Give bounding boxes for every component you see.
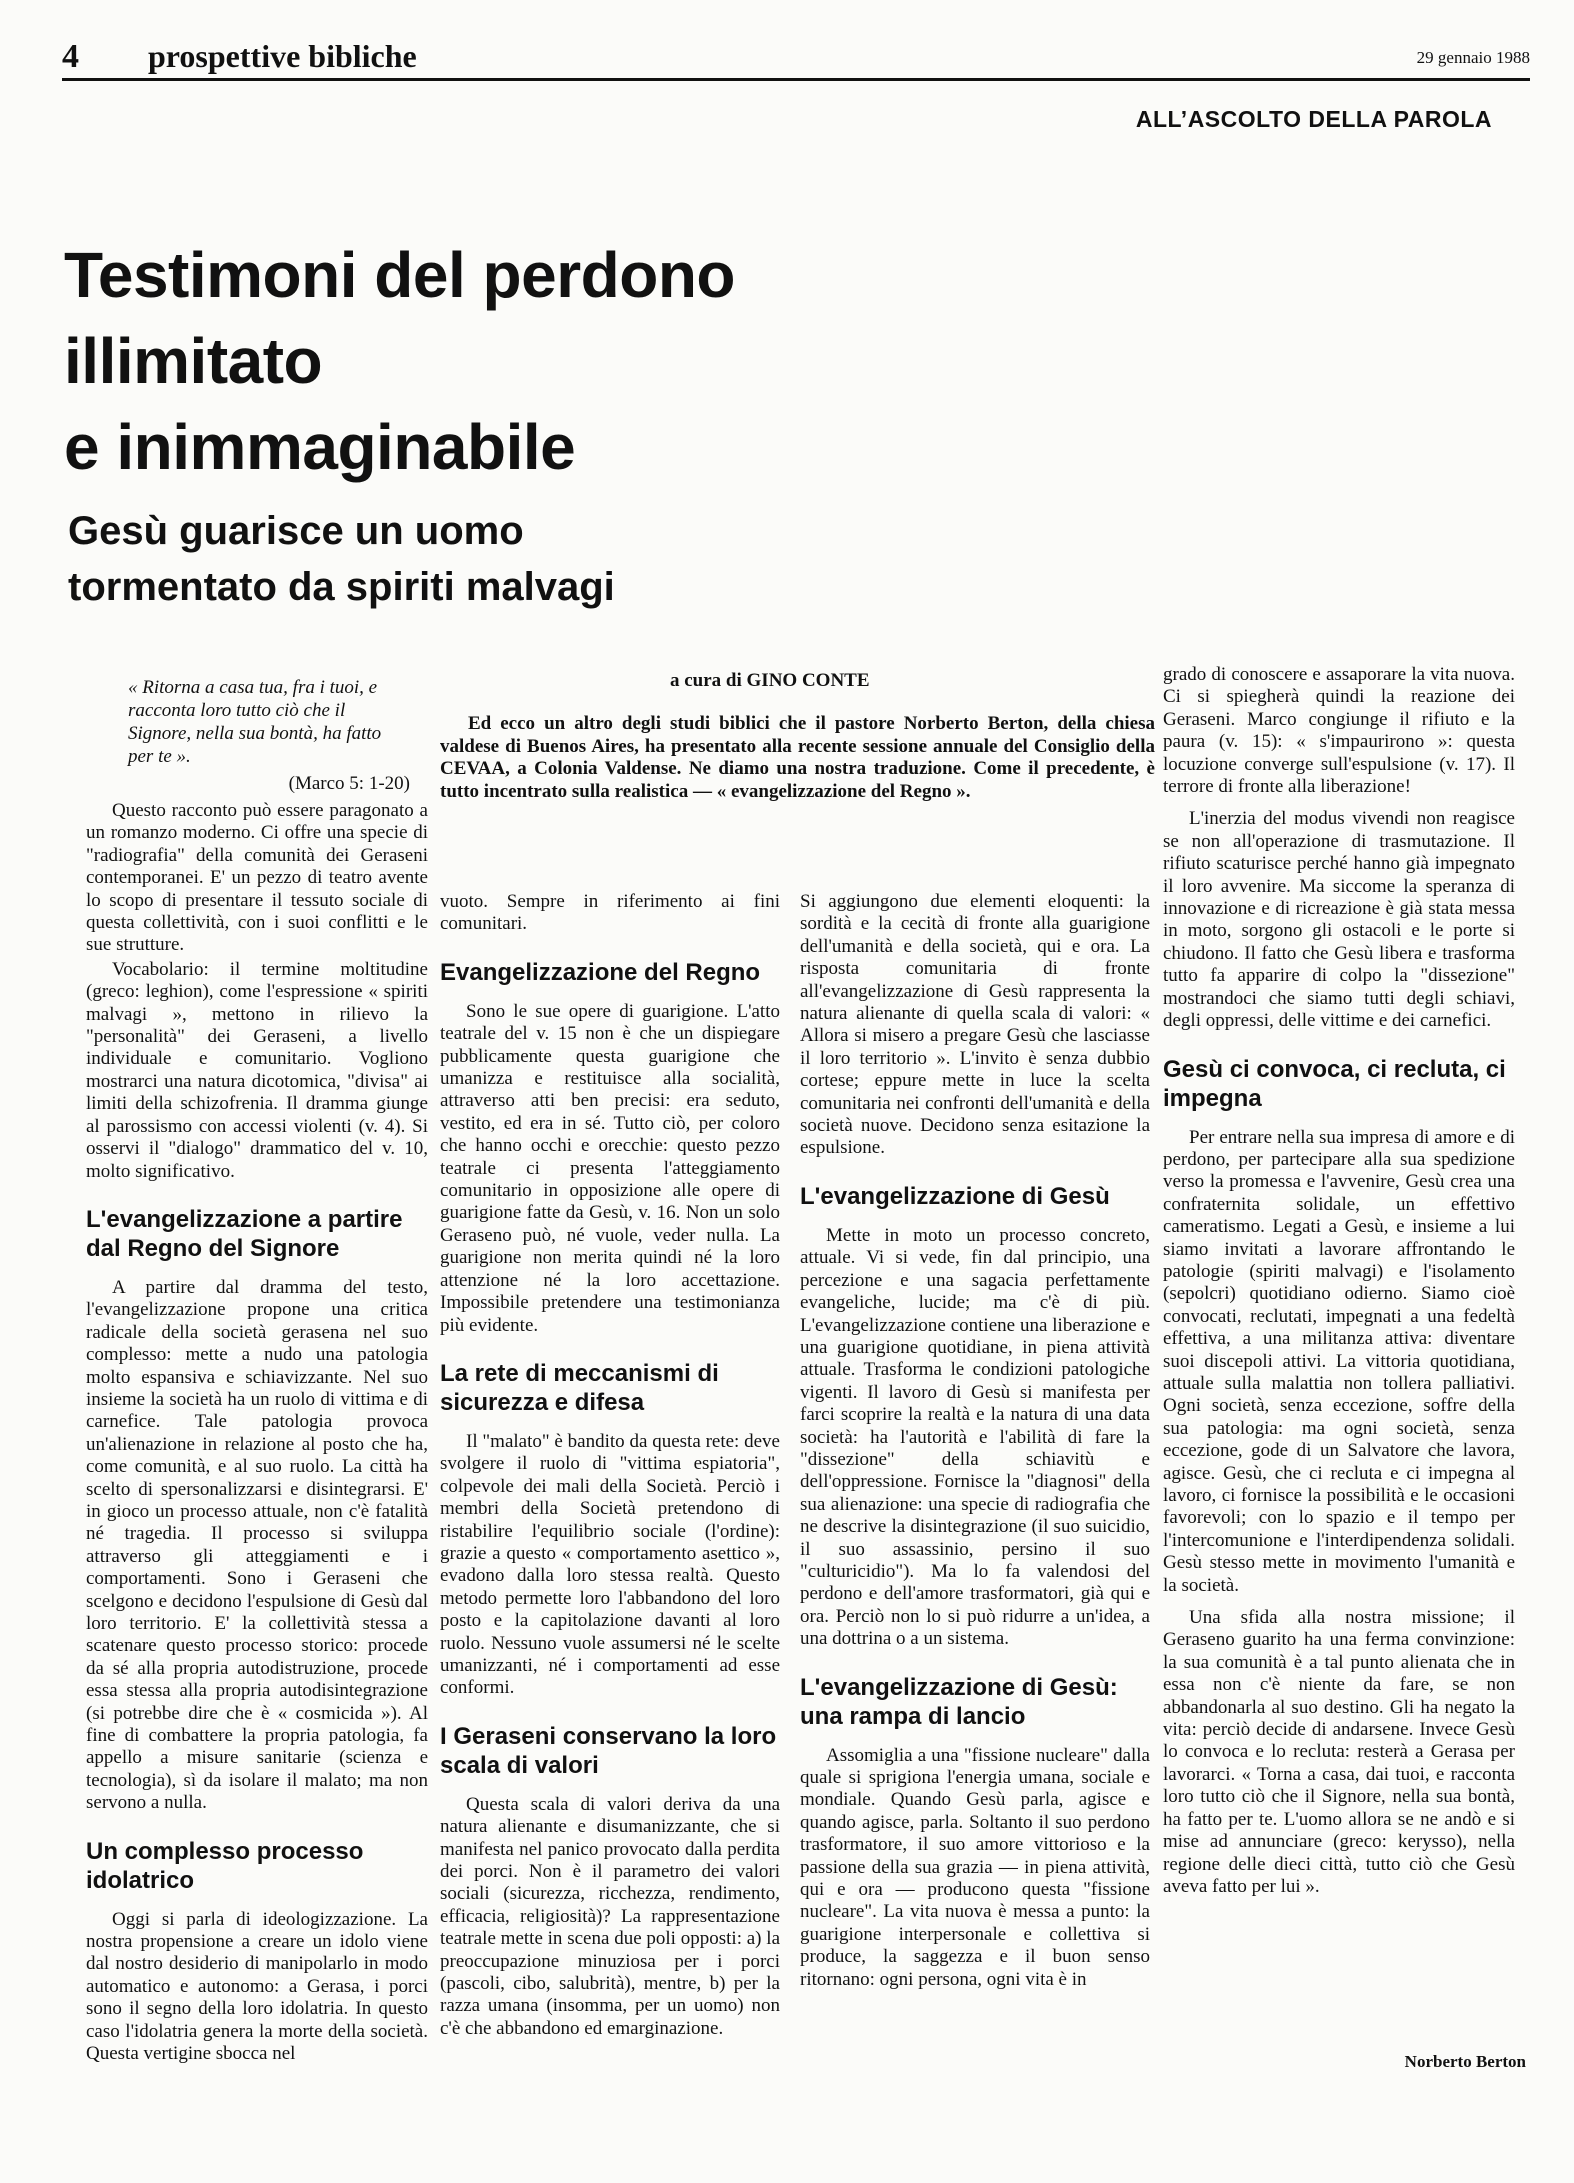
section-heading: L'evangelizzazione di Gesù [800,1182,1110,1210]
paragraph: Il "malato" è bandito da questa rete: deve svolgere il ruolo di "vittima espiatoria", colpevole dei mali della Società. Perciò i membri della Società pretendono di ristabilire l'equilibrio sociale (l'ordine): grazie a questo « comportamento asettico », evadono dalla loro stessa realtà. Questo metodo permette loro l'abbandono del loro posto e la capitolazione davanti al loro ruolo. Nessuno vuole assumersi né le scelte umanizzanti, né i comportamenti ad esse conformi. [440,1430,780,1699]
subheadline-line: Gesù guarisce un uomo [68,509,524,553]
subheadline [68,503,828,615]
intro-paragraph: Ed ecco un altro degli studi biblici che il pastore Norberto Berton, della chiesa valdese di Buenos Aires, ha presentato alla recente sessione annuale del Consiglio della CEVAA, a Colonia Valdense. Ne diamo una nostra traduzione. Come il precedente, è tutto incentrato sulla realistica — « evangelizzazione del Regno ». [440,713,1155,802]
paragraph: vuoto. Sempre in riferimento ai fini comunitari. [440,891,780,935]
paragraph: Assomiglia a una "fissione nucleare" dalla quale si sprigiona l'energia umana, sociale e mondiale. Quando Gesù parla, agisce e quando agisce, parla. Soltanto il suo perdono trasformatore, il suo amore vittorioso e la passione della sua grazia — in piena attività, qui e ora — producono questa "fissione nucleare". La vita nuova è messa a punto: la guarigione interpersonale e collettiva si produce, la saggezza e il buon senso ritornano: ogni persona, ogni vita è in [800,1744,1150,1990]
publication-name: prospettive bibliche [148,38,417,74]
issue-date: 29 gennaio 1988 [1416,48,1530,67]
author-signature: Norberto Berton [1404,2052,1526,2071]
section-heading: I Geraseni conservano la loro scala di valori [440,1722,777,1779]
paragraph: Si aggiungono due elementi eloquenti: la sordità e la cecità di fronte alla guarigione dell'umanità e della società, qui e ora. La risposta comunitaria di fronte all'evangelizzazione di Gesù rappresenta la natura alienante di quella scala di valori: « Allora si misero a pregare Gesù che lasciasse il loro territorio ». L'invito è senza dubbio cortese; eppure mette in luce la scelta comunitaria nei confronti dell'umanità e della società nuove. Decidono senza esitazione la espulsione. [800,891,1150,1159]
paragraph: grado di conoscere e assaporare la vita nuova. Ci si spiegherà quindi la reazione dei Geraseni. Marco congiunge il rifiuto e la paura (v. 15): « s'impaurirono »: questa locuzione converge sull'espulsione (v. 17). Il terrore di fronte alla liberazione! [1163,664,1515,798]
paragraph: Oggi si parla di ideologizzazione. La nostra propensione a creare un idolo viene dal nostro desiderio di manipolarlo in modo automatico e autonomo: a Gerasa, i porci sono il segno della loro idolatria. In questo caso l'idolatria genera la morte della società. Questa vertigine sbocca nel [86,1908,428,2065]
paragraph: Una sfida alla nostra missione; il Geraseno guarito ha una ferma convinzione: la sua comunità è a tal punto alienata che in essa non c'è niente da fare, se non abbandonarla al suo destino. Gli ha negato la vita: perciò decide di andarsene. Invece Gesù lo convoca e lo recluta: resterà a Gerasa per lavorarci. « Torna a casa, dai tuoi, e racconta loro tutto ciò che il Signore, nella sua bontà, ha fatto per te. L'uomo allora se ne andò e si mise ad annunciare (greco: keryssо), nella regione delle dieci città, tutto ciò che Gesù aveva fatto per lui ». [1163,1607,1515,1897]
page-header [62,34,1530,81]
headline-line: illimitato [64,325,323,397]
article-column-1 [86,800,428,2066]
paragraph: L'inerzia del modus vivendi non reagisce se non all'operazione di trasmutazione. Il rifiuto scaturisce perché hanno già impegnato il loro avvenire. Ma siccome la speranza di innovazione e di ricreazione è già stata messa in moto, sorgono gli ostacoli e le porte si chiudono. Il fatto che Gesù libera e trasforma tutto fa apparire di colpo la "dissezione" mostrandoci che siamo tutti degli schiavi, degli oppressi, delle vittime e dei carnefici. [1163,808,1515,1032]
section-heading: La rete di meccanismi di sicurezza e difesa [440,1359,719,1416]
subheadline-line: tormentato da spiriti malvagi [68,565,615,609]
paragraph: Sono le sue opere di guarigione. L'atto teatrale del v. 15 non è che un dispiegare pubblicamente questa guarigione che umanizza e restituisce alla socialità, attraverso atti ben precisi: era seduto, vestito, ed era in sé. Tutto ciò, per coloro che hanno occhi e orecchie: questo pezzo teatrale ci presenta l'atteggiamento comunitario in opposizione alle opere di guarigione fatte da Gesù, v. 16. Non un solo Geraseno può, né vuole, veder nulla. La guarigione non merita quindi né la loro attenzione né la loro accettazione. Impossibile pretendere una testimonianza più evidente. [440,1000,780,1336]
paragraph: Per entrare nella sua impresa di amore e di perdono, per partecipare alla sua spedizione verso la promessa e l'avvenire, Gesù crea una confraternita solidale, un effettivo cameratismo. Legati a Gesù, e insieme a lui siamo invitati a lavorare affrontando le patologie (spiriti malvagi) e l'isolamento (sepolcri) quotidiano odierno. Siamo cioè convocati, reclutati, impegnati a una fedeltà effettiva, a una militanza attiva: diventare suoi discepoli attivi. La vittoria quotidiana, attuale sulla malattia non tollera palliativi. Ogni società, senza eccezione, soffre della sua patologia: ma ogni società, senza eccezione, gode di un Salvatore che lavora, agisce. Gesù, che ci recluta e ci impegna al lavoro, ci fornisce la possibilità e le occasioni favorevoli; con lo spazio e il tempo per l'intercomunione e l'interdipendenza solidali. Gesù stesso mette in movimento l'umanità e la società. [1163,1126,1515,1596]
article-column-3 [800,891,1150,1991]
section-heading: Gesù ci convoca, ci recluta, ci impegna [1163,1055,1506,1112]
paragraph: Questa scala di valori deriva da una natura alienante e disumanizzante, che si manifesta nel panico provocato dalla perdita dei porci. Non è il parametro dei valori sociali (sicurezza, ricchezza, rendimento, efficacia, religiosità)? La rappresentazione teatrale mette in scena due poli opposti: a) la preoccupazione minuziosa per i porci (pascoli, cibo, salubrità), mentre, b) per la razza umana (insomma, per un uomo) non c'è che abbandono ed emarginazione. [440,1793,780,2039]
epigraph [128,676,410,795]
page-number: 4 [62,38,79,75]
paragraph: Questo racconto può essere paragonato a un romanzo moderno. Ci offre una specie di "radiografia" della comunità dei Geraseni contemporanei. E' un pezzo di teatro avente lo scopo di presentare il tessuto sociale di questa collettività, con i suoi conflitti e le sue strutture. [86,800,428,956]
section-heading: Un complesso processo idolatrico [86,1837,364,1894]
section-heading: L'evangelizzazione a partire dal Regno del Signore [86,1205,403,1262]
paragraph: Mette in moto un processo concreto, attuale. Vi si vede, fin dal principio, una percezione e una sagacia perfettamente evangeliche, lucide; ma c'è di più. L'evangelizzazione contiene una liberazione e una guarigione quotidiane, in piena attività attuale. Trasforma le condizioni patologiche vigenti. Il lavoro di Gesù si manifesta per farci scoprire la realtà e la natura di una data società: ha l'autorità e l'abilità di fare la "dissezione" della schiavitù e dell'oppressione. Fornisce la "diagnosi" della sua alienazione: una specie di radiografia che ne descrive la disintegrazione (il suo suicidio, il suo assassinio, persino il suo "culturicidio"). Ma lo fa valendosi del perdono e dell'amore trasformatori, già qui e ora. Perciò non lo si può ridurre a un'idea, a una dottrina o a un sistema. [800,1224,1150,1650]
epigraph-text: « Ritorna a casa tua, fra i tuoi, e racconta loro tutto ciò che il Signore, nella sua bontà, ha fatto per te ». [128,677,382,767]
section-heading: Evangelizzazione del Regno [440,958,761,986]
headline [64,232,964,490]
section-heading: L'evangelizzazione di Gesù: una rampa di lancio [800,1673,1118,1730]
headline-line: Testimoni del perdono [64,239,735,311]
paragraph: A partire dal dramma del testo, l'evangelizzazione propone una critica radicale della società gerasena nel suo complesso: mette a nudo una patologia molto espansiva e schiavizzante. Nel suo insieme la società ha un ruolo di vittima e di carnefice. Tale patologia provoca un'alienazione in relazione al posto che ha, come comunità, e al suo ruolo. La città ha scelto di spersonalizzarsi e disintegrarsi. E' in gioco un processo attuale, non c'è fatalità né tragedia. Il processo si sviluppa attraverso gli atteggiamenti e i comportamenti. Sono i Geraseni che scelgono e decidono l'espulsione di Gesù dal loro territorio. E' la collettività stessa a scatenare questo processo storico: procede da sé alla propria autodistruzione, procede essa stessa alla propria autodisintegrazione (si potrebbe dire che è « cosmicida »). Al fine di combattere la propria patologia, fa appello a misure sanitarie (scienza e tecnologia), sì da isolare il malato; ma non servono a nulla. [86,1276,428,1814]
paragraph: Vocabolario: il termine moltitudine (greco: leghion), come l'espressione « spiriti malvagi », mettono in rilievo la "personalità" dei Geraseni, a livello individuale e comunitario. Vogliono mostrarci una natura dicotomica, "divisa" ai limiti della schizofrenia. Il dramma giunge al parossismo con accessi violenti (v. 4). Si osservi il "dialogo" drammatico del v. 10, molto significativo. [86,958,428,1182]
curated-by: a cura di GINO CONTE [670,670,870,691]
article-column-4 [1163,664,1515,1898]
section-label: ALL’ASCOLTO DELLA PAROLA [1135,106,1492,132]
headline-line: e inimmaginabile [64,411,576,483]
epigraph-reference: (Marco 5: 1-20) [288,773,410,794]
article-column-2 [440,891,780,2040]
